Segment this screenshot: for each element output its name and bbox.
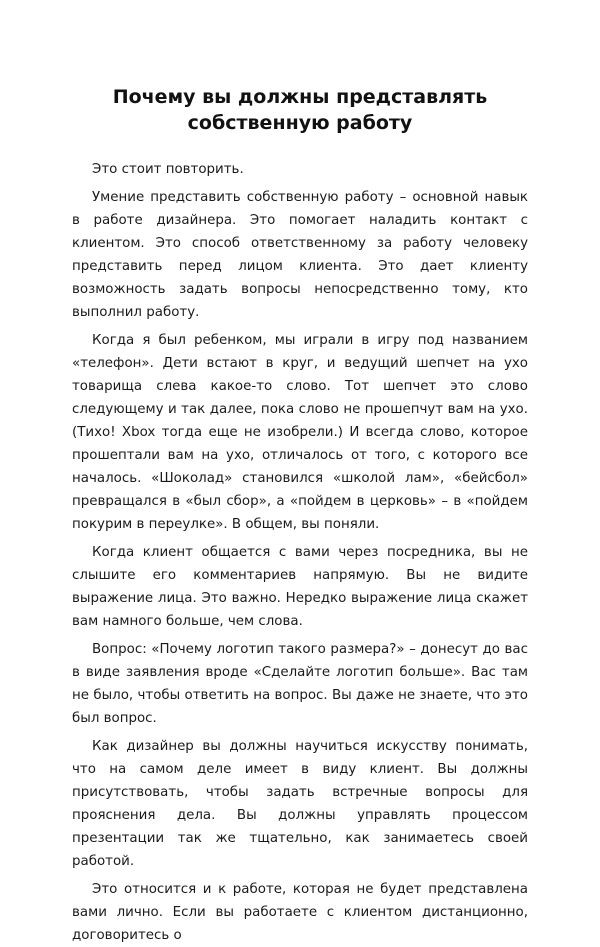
paragraph: Когда я был ребенком, мы играли в игру под названием «телефон». Дети встают в круг, и ведущий шепчет на ухо товарища слева какое-то слово. Тот шепчет это слово следующему и так далее, пока слово не прошепчут вам на ухо. (Тихо! Xbox тогда еще не изобрели.) И всегда слово, которое прошептали вам на ухо, отличалось от того, с которого все началось. «Шоколад» становился «школой лам», «бейсбол» превращался в «был сбор», а «пойдем в церковь» – в «пойдем покурим в переулке». В общем, вы поняли. <box>72 333 528 532</box>
paragraph: Как дизайнер вы должны научиться искусству понимать, что на самом деле имеет в виду клиент. Вы должны присутствовать, чтобы задать встречные вопросы для прояснения дела. Вы должны управлять процессом презентации так же тщательно, как занимаетесь своей работой. <box>72 739 528 869</box>
paragraph: Вопрос: «Почему логотип такого размера?» – донесут до вас в виде заявления вроде «Сделайте логотип больше». Вас там не было, чтобы ответить на вопрос. Вы даже не знаете, что это был вопрос. <box>72 642 528 726</box>
paragraph: Когда клиент общается с вами через посредника, вы не слышите его комментариев напрямую. Вы не видите выражение лица. Это важно. Нередко выражение лица скажет вам намного больше, чем слова. <box>72 545 528 629</box>
page-title: Почему вы должны представлять собственную работу <box>112 86 488 134</box>
document-page <box>72 84 528 947</box>
paragraph: Умение представить собственную работу – основной навык в работе дизайнера. Это помогает наладить контакт с клиентом. Это способ ответственному за работу человеку представить перед лицом клиента. Это дает клиенту возможность задать вопросы непосредственно тому, кто выполнил работу. <box>72 190 528 320</box>
paragraph: Это относится и к работе, которая не будет представлена вами лично. Если вы работаете с клиентом дистанционно, договоритесь о <box>72 882 528 943</box>
paragraph: Это стоит повторить. <box>92 162 244 177</box>
